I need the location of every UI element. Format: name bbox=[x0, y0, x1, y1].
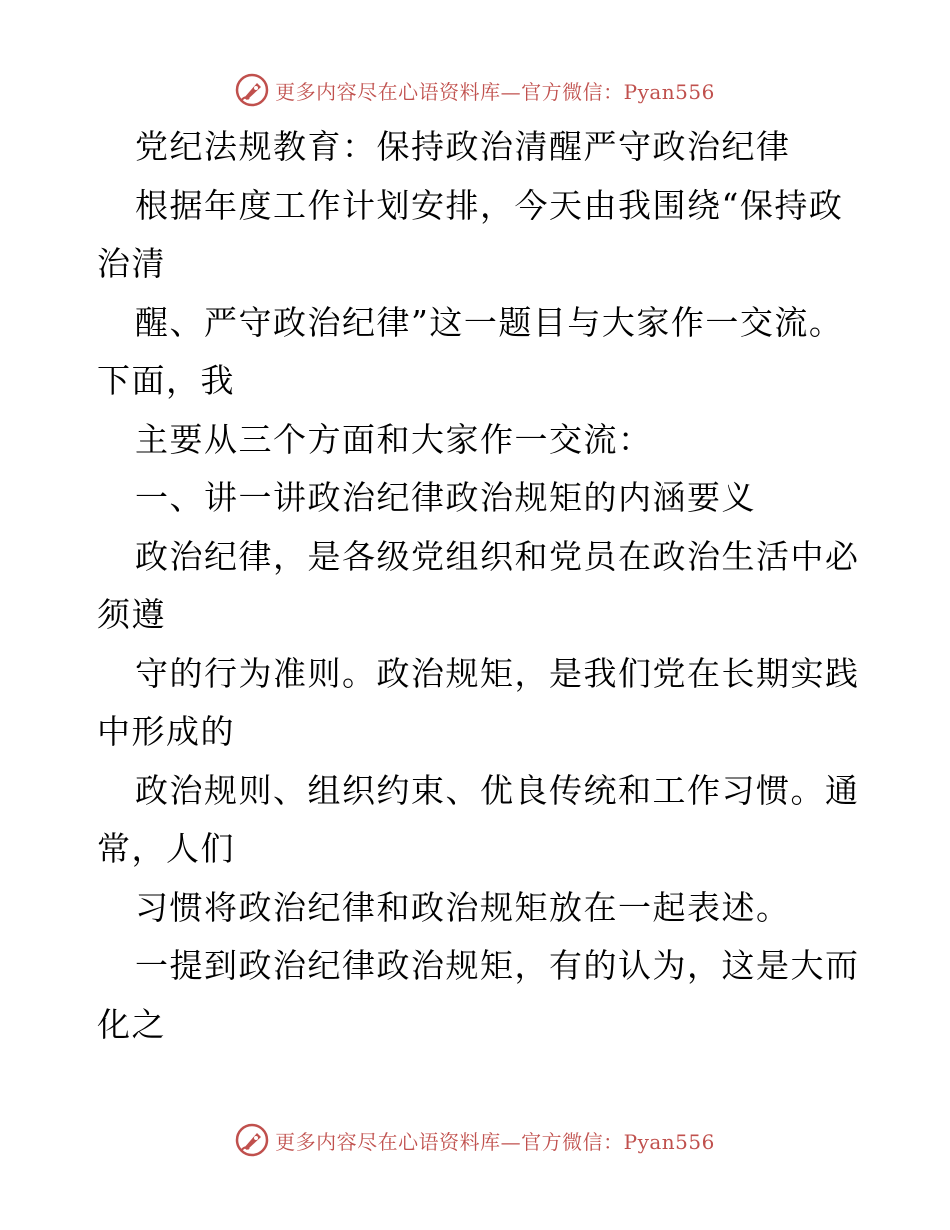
text-line: 守的行为准则。政治规矩，是我们党在长期实践 bbox=[135, 653, 860, 693]
text-line: 须遵 bbox=[97, 595, 166, 634]
text-line: 常，人们 bbox=[97, 829, 235, 868]
text-line: 化之 bbox=[97, 1004, 166, 1044]
text-line: 政治规则、组织约束、优良传统和工作习惯。通 bbox=[135, 770, 860, 810]
pen-nib-logo-icon bbox=[235, 1123, 269, 1157]
text-line: 政治纪律，是各级党组织和党员在政治生活中必 bbox=[135, 536, 860, 576]
text-line: 根据年度工作计划安排，今天由我围绕“保持政 bbox=[135, 185, 844, 225]
text-line: 下面，我 bbox=[97, 361, 235, 400]
text-line: 一提到政治纪律政治规矩，有的认为，这是大而 bbox=[135, 946, 860, 985]
text-line: 主要从三个方面和大家作一交流： bbox=[135, 419, 653, 459]
text-line: 治清 bbox=[97, 244, 166, 283]
document-body bbox=[97, 118, 860, 1054]
footer-watermark-banner bbox=[0, 1120, 950, 1160]
footer-banner-text: 更多内容尽在心语资料库—官方微信：Pyan556 bbox=[275, 1129, 715, 1154]
text-line: 醒、严守政治纪律”这一题目与大家作一交流。 bbox=[135, 302, 844, 342]
pen-nib-logo-icon bbox=[235, 73, 269, 107]
text-line: 党纪法规教育：保持政治清醒严守政治纪律 bbox=[135, 127, 791, 166]
text-line: 中形成的 bbox=[97, 712, 235, 751]
header-banner-text: 更多内容尽在心语资料库—官方微信：Pyan556 bbox=[275, 79, 715, 104]
header-watermark-banner bbox=[0, 70, 950, 110]
section-heading: 一、讲一讲政治纪律政治规矩的内涵要义 bbox=[135, 478, 756, 517]
text-line: 习惯将政治纪律和政治规矩放在一起表述。 bbox=[135, 887, 791, 927]
